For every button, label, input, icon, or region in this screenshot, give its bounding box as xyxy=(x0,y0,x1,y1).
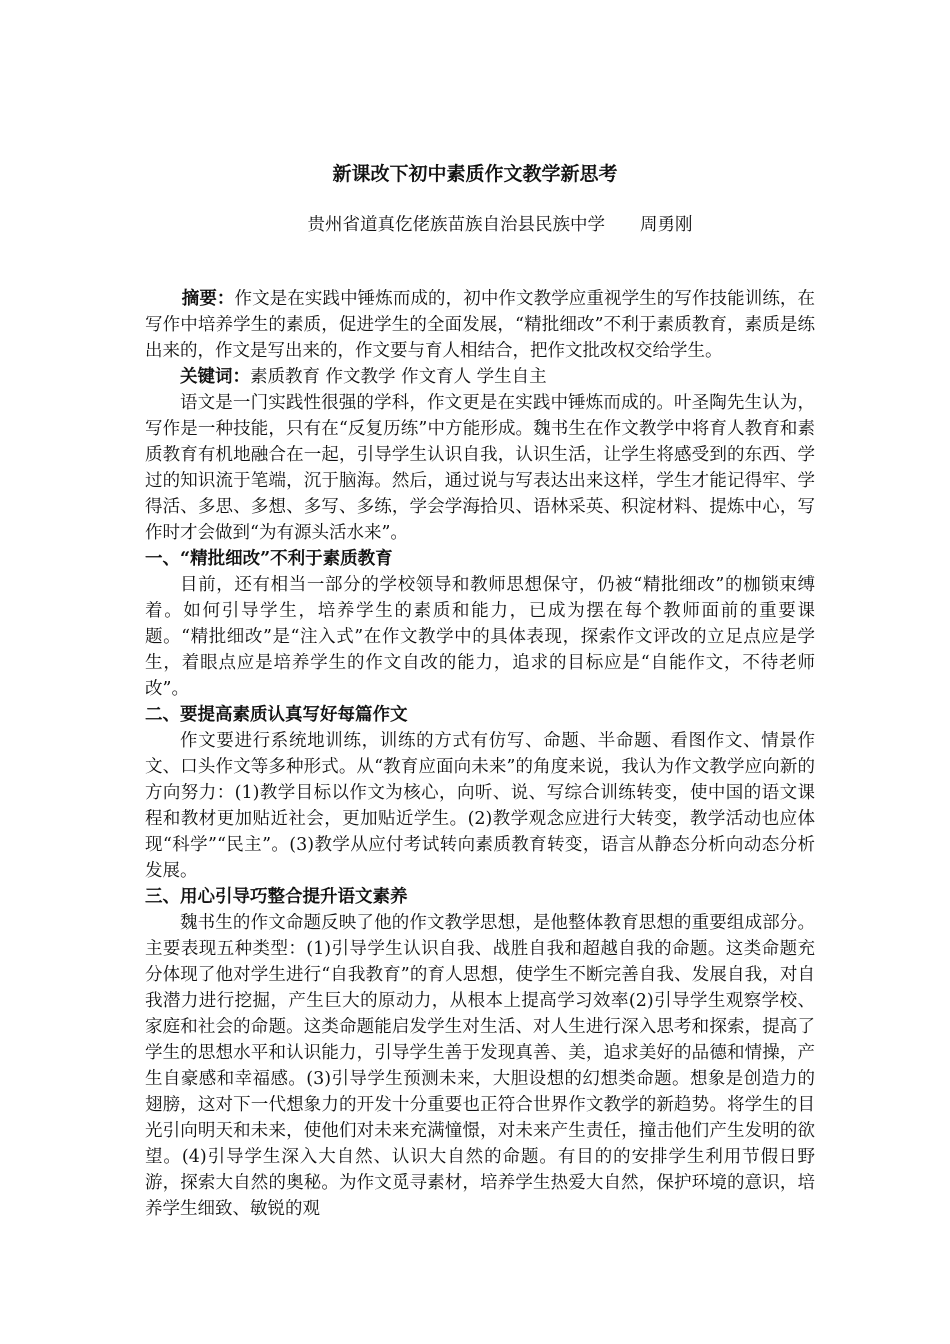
intro-paragraph: 语文是一门实践性很强的学科，作文更是在实践中锤炼而成的。叶圣陶先生认为，写作是一种技能，只有在“反复历练”中方能形成。魏书生在作文教学中将育人教育和素质教育有机地融合在一起，引导学生认识自我，认识生活，让学生将感受到的东西、学过的知识流于笔端，沉于脑海。然后，通过说与写表达出来这样，学生才能记得牢、学得活、多思、多想、多写、多练，学会学海拾贝、语林采英、积淀材料、提炼中心，写作时才会做到“为有源头活水来”。 xyxy=(145,393,815,543)
document-title: 新课改下初中素质作文教学新思考 xyxy=(332,163,618,185)
section-paragraph-1: 目前，还有相当一部分的学校领导和教师思想保守，仍被“精批细改”的枷锁束缚着。如何引导学生，培养学生的素质和能力，已成为摆在每个教师面前的重要课题。“精批细改”是“注入式”在作文教学中的具体表现，探索作文评改的立足点应是学生，着眼点应是培养学生的作文自改的能力，追求的目标应是“自能作文，不待老师改”。 xyxy=(145,575,815,699)
section-paragraph-2: 作文要进行系统地训练，训练的方式有仿写、命题、半命题、看图作文、情景作文、口头作文等多种形式。从“教育应面向未来”的角度来说，我认为作文教学应向新的方向努力：(1)教学目标以作文为核心，向听、说、写综合训练转变，使中国的语文课程和教材更加贴近社会，更加贴近学生。(2)教学观念应进行大转变，教学活动也应体现“科学”“民主”。(3)教学从应付考试转向素质教育转变，语言从静态分析向动态分析发展。 xyxy=(145,731,815,881)
abstract-label: 摘要： xyxy=(181,289,235,309)
keywords-paragraph xyxy=(145,364,815,390)
section-paragraph-3: 魏书生的作文命题反映了他的作文教学思想，是他整体教育思想的重要组成部分。主要表现五种类型：(1)引导学生认识自我、战胜自我和超越自我的命题。这类命题充分体现了他对学生进行“自我教育”的育人思想，使学生不断完善自我、发展自我，对自我潜力进行挖掘，产生巨大的原动力，从根本上提高学习效率(2)引导学生观察学校、家庭和社会的命题。这类命题能启发学生对生活、对人生进行深入思考和探索，提高了学生的思想水平和认识能力，引导学生善于发现真善、美，追求美好的品德和情操，产生自豪感和幸福感。(3)引导学生预测未来，大胆设想的幻想类命题。想象是创造力的翅膀，这对下一代想象力的开发十分重要也正符合世界作文教学的新趋势。将学生的目光引向明天和未来，使他们对未来充满憧憬，对未来产生责任，撞击他们产生发明的欲望。(4)引导学生深入大自然、认识大自然的命题。有目的的安排学生利用节假日野游，探索大自然的奥秘。为作文觅寻素材，培养学生热爱大自然，保护环境的意识，培养学生细致、敏锐的观 xyxy=(145,913,815,1219)
abstract-text: 作文是在实践中锤炼而成的，初中作文教学应重视学生的写作技能训练，在写作中培养学生的素质，促进学生的全面发展，“精批细改”不利于素质教育，素质是练出来的，作文是写出来的，作文要与育人相结合，把作文批改权交给学生。 xyxy=(145,289,816,361)
section-heading-3: 三、用心引导巧整合提升语文素养 xyxy=(145,887,408,907)
document-body xyxy=(145,286,815,1222)
author-byline: 贵州省道真仡佬族苗族自治县民族中学 周勇刚 xyxy=(307,215,693,235)
section-heading-2: 二、要提高素质认真写好每篇作文 xyxy=(145,705,408,725)
keywords-text: 素质教育 作文教学 作文育人 学生自主 xyxy=(250,367,547,387)
keywords-label: 关键词： xyxy=(180,367,250,387)
abstract-paragraph xyxy=(145,286,815,364)
section-heading-1: 一、“精批细改”不利于素质教育 xyxy=(145,549,393,569)
